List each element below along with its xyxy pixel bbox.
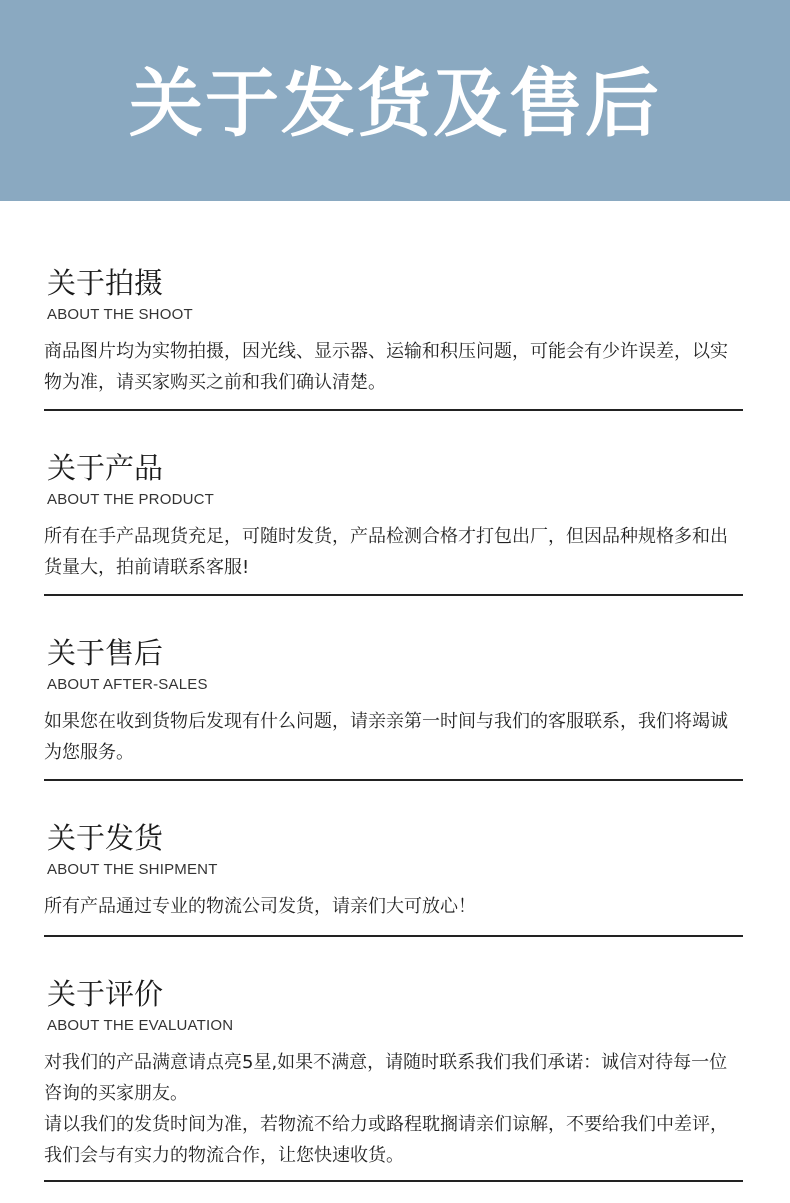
section-divider [44,1180,743,1182]
section-subtitle: ABOUT THE PRODUCT [47,491,215,508]
section-divider [44,594,743,596]
section-subtitle: ABOUT AFTER-SALES [47,676,208,693]
section-title: 关于评价 [47,977,164,1011]
section-subtitle: ABOUT THE EVALUATION [47,1017,234,1034]
section-divider [44,409,743,411]
header-banner [0,0,790,201]
section-paragraph: 对我们的产品满意请点亮5星,如果不满意，请随时联系我们我们承诺：诚信对待每一位咨询的买家朋友。 [44,1052,728,1104]
section-body [44,336,743,398]
section-paragraph: 商品图片均为实物拍摄，因光线、显示器、运输和积压问题，可能会有少许误差，以实物为准，请买家购买之前和我们确认清楚。 [44,341,728,393]
section-title: 关于售后 [47,636,164,670]
section-paragraph: 如果您在收到货物后发现有什么问题，请亲亲第一时间与我们的客服联系，我们将竭诚为您服务。 [44,711,728,763]
section-divider [44,779,743,781]
section-title: 关于拍摄 [47,266,164,300]
section-body [44,706,743,768]
section-title: 关于产品 [47,451,164,485]
section-paragraph: 所有产品通过专业的物流公司发货，请亲们大可放心！ [44,896,476,917]
page-title: 关于发货及售后 [129,61,661,147]
section-subtitle: ABOUT THE SHIPMENT [47,861,218,878]
section-paragraph: 请以我们的发货时间为准，若物流不给力或路程耽搁请亲们谅解，不要给我们中差评，我们会与有实力的物流合作，让您快速收货。 [44,1114,728,1166]
section-subtitle: ABOUT THE SHOOT [47,306,193,323]
section-body [44,891,743,922]
section-divider [44,935,743,937]
section-paragraph: 所有在手产品现货充足，可随时发货，产品检测合格才打包出厂，但因品种规格多和出货量大，拍前请联系客服! [44,526,728,578]
section-body [44,521,743,583]
section-body [44,1047,743,1171]
section-title: 关于发货 [47,821,164,855]
